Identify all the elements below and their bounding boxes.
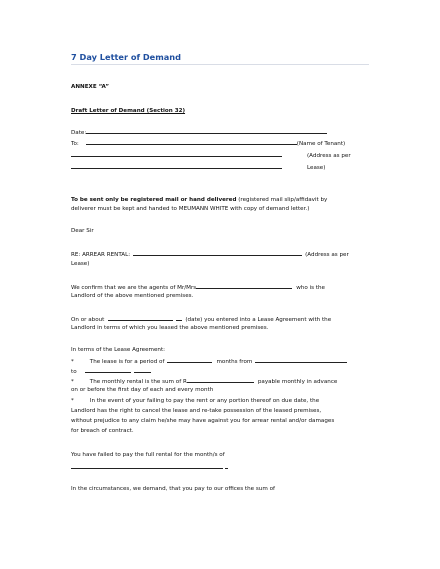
- re-address-blank[interactable]: [133, 250, 302, 256]
- term-2-line-2: on or before the first day of each and every month: [71, 387, 214, 393]
- re-lease: Lease): [71, 261, 90, 267]
- lease-start-blank[interactable]: [255, 357, 347, 363]
- failed-months-row: [71, 463, 228, 472]
- term-1-text-b: months from: [216, 359, 253, 365]
- date-blank[interactable]: [86, 128, 327, 134]
- draft-heading: Draft Letter of Demand (Section 32): [71, 108, 186, 114]
- notice-bold: To be sent only be registered mail or hand delivered: [71, 197, 237, 203]
- lease-label: Lease): [307, 165, 326, 171]
- name-of-tenant-label: (Name of Tenant): [296, 141, 346, 147]
- term-2-text-a: The monthly rental is the sum of R: [89, 379, 187, 385]
- bullet-2: *: [71, 379, 74, 385]
- on-or-about-line-2: Landlord in terms of which you leased the above mentioned premises.: [71, 325, 269, 331]
- address-as-per-label: (Address as per: [307, 153, 351, 159]
- bullet-3: *: [71, 398, 74, 404]
- re-address-as-per: (Address as per: [305, 252, 349, 258]
- title-divider: [71, 64, 369, 65]
- notice-line-2: deliverer must be kept and handed to MEUMANN WHITE with copy of demand letter.): [71, 206, 310, 212]
- lease-date-blank-short[interactable]: [176, 315, 182, 321]
- term-1-row: [71, 357, 347, 366]
- owner-name-blank[interactable]: [196, 283, 292, 289]
- lease-end-blank[interactable]: [85, 367, 131, 373]
- term-3-line-2: Landlord has the right to cancel the lease and re-take possession of the leased premises,: [71, 408, 322, 414]
- address-blank-2[interactable]: [71, 163, 282, 169]
- to-label: To:: [71, 141, 79, 147]
- date-row: [71, 128, 327, 137]
- document-title: 7 Day Letter of Demand: [71, 52, 181, 62]
- term-3-row: [71, 398, 319, 405]
- failed-line-1: You have failed to pay the full rental for the month/s of: [71, 452, 225, 458]
- term-2-row: [71, 377, 337, 386]
- address-blank-1[interactable]: [71, 151, 282, 157]
- term-3-line-4: for breach of contract.: [71, 428, 134, 434]
- lease-date-blank[interactable]: [108, 315, 173, 321]
- on-or-about-text-b: (date) you entered into a Lease Agreement with the: [185, 317, 332, 323]
- confirm-row: [71, 283, 325, 292]
- confirm-text-b: who is the: [296, 285, 325, 291]
- re-label: RE: ARREAR RENTAL:: [71, 252, 131, 258]
- term-2-text-b: payable monthly in advance: [257, 379, 338, 385]
- term-1-to-row: [71, 367, 151, 376]
- term-3-line-1: In the event of your failing to pay the rent or any portion thereof on due date, the: [89, 398, 320, 404]
- to-row: [71, 139, 345, 148]
- term-1-text-a: The lease is for a period of: [89, 359, 165, 365]
- monthly-rental-blank[interactable]: [187, 377, 254, 383]
- address-row-1: [71, 151, 351, 160]
- confirm-text-a: We confirm that we are the agents of Mr/Mrs: [71, 285, 197, 291]
- notice-rest: (registered mail slip/affidavit by: [236, 197, 328, 203]
- tenant-name-blank[interactable]: [86, 139, 297, 145]
- circumstances-line: In the circumstances, we demand, that you pay to our offices the sum of: [71, 486, 275, 492]
- re-row: [71, 250, 349, 259]
- annexe-label: ANNEXE “A”: [71, 84, 110, 90]
- address-row-2: [71, 163, 325, 172]
- terms-intro: In terms of the Lease Agreement:: [71, 347, 166, 353]
- salutation: Dear Sir: [71, 228, 94, 234]
- term-1-to: to: [71, 369, 77, 375]
- lease-period-blank[interactable]: [167, 357, 212, 363]
- on-or-about-text-a: On or about: [71, 317, 105, 323]
- arrear-months-blank[interactable]: [71, 463, 223, 469]
- confirm-line-2: Landlord of the above mentioned premises.: [71, 293, 194, 299]
- date-label: Date:: [71, 130, 87, 136]
- bullet-1: *: [71, 359, 74, 365]
- on-or-about-row: [71, 315, 331, 324]
- term-3-line-3: without prejudice to any claim he/she may have against you for arrear rental and/or damages: [71, 418, 335, 424]
- notice-line-1: [71, 197, 327, 204]
- arrear-months-blank-end[interactable]: [225, 463, 228, 469]
- lease-end-blank-short[interactable]: [134, 367, 151, 373]
